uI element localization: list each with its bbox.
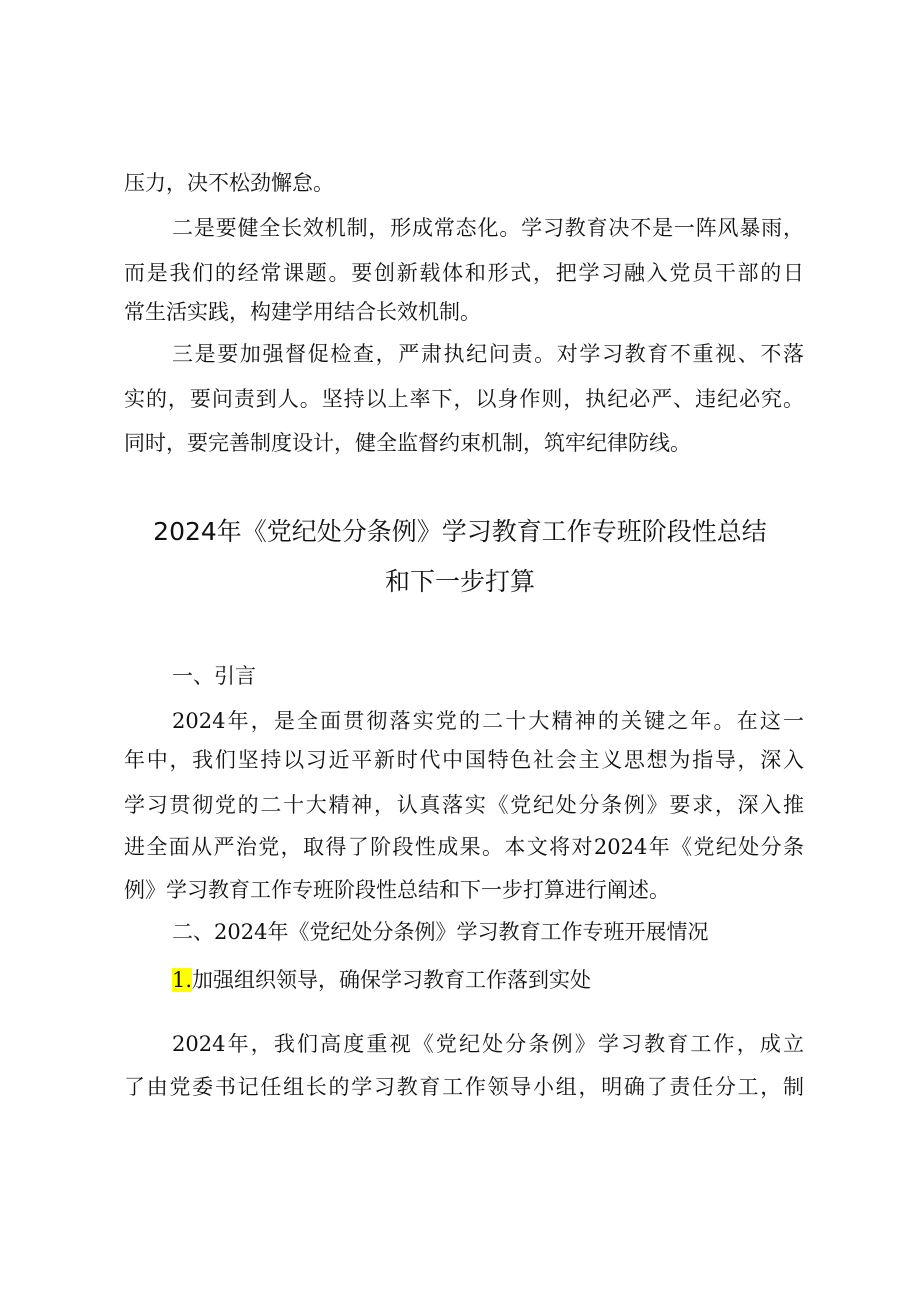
list-item-number: 1. bbox=[172, 968, 193, 992]
list-item-text: 加强组织领导，确保学习教育工作落到实处 bbox=[192, 968, 592, 992]
paragraph-line: 学习贯彻党的二十大精神，认真落实《党纪处分条例》要求，深入推 bbox=[124, 793, 804, 817]
list-item-heading bbox=[172, 965, 804, 995]
paragraph-line: 年中，我们坚持以习近平新时代中国特色社会主义思想为指导，深入 bbox=[124, 748, 804, 772]
paragraph-line: 压力，决不松劲懈怠。 bbox=[124, 171, 334, 195]
paragraph-line: 而是我们的经常课题。要创新载体和形式，把学习融入党员干部的日 bbox=[124, 261, 804, 285]
section-heading: 二、2024年《党纪处分条例》学习教育工作专班开展情况 bbox=[172, 920, 709, 944]
paragraph-line: 二是要健全长效机制，形成常态化。学习教育决不是一阵风暴雨， bbox=[172, 216, 804, 240]
paragraph-line: 了由党委书记任组长的学习教育工作领导小组，明确了责任分工，制 bbox=[124, 1075, 804, 1099]
document-title: 2024年《党纪处分条例》学习教育工作专班阶段性总结 bbox=[153, 517, 767, 546]
section-heading: 一、引言 bbox=[172, 664, 256, 688]
paragraph-line: 例》学习教育工作专班阶段性总结和下一步打算进行阐述。 bbox=[124, 878, 670, 902]
paragraph-line: 2024年，是全面贯彻落实党的二十大精神的关键之年。在这一 bbox=[172, 709, 804, 733]
paragraph-line: 常生活实践，构建学用结合长效机制。 bbox=[124, 300, 481, 324]
paragraph-line: 三是要加强督促检查，严肃执纪问责。对学习教育不重视、不落 bbox=[172, 342, 804, 366]
paragraph-line: 实的，要问责到人。坚持以上率下，以身作则，执纪必严、违纪必究。 bbox=[124, 387, 804, 411]
document-title-continued: 和下一步打算 bbox=[384, 567, 535, 596]
paragraph-line: 进全面从严治党，取得了阶段性成果。本文将对2024年《党纪处分条 bbox=[124, 835, 804, 859]
paragraph-line: 2024年，我们高度重视《党纪处分条例》学习教育工作，成立 bbox=[172, 1032, 804, 1056]
paragraph-line: 同时，要完善制度设计，健全监督约束机制，筑牢纪律防线。 bbox=[124, 431, 691, 455]
